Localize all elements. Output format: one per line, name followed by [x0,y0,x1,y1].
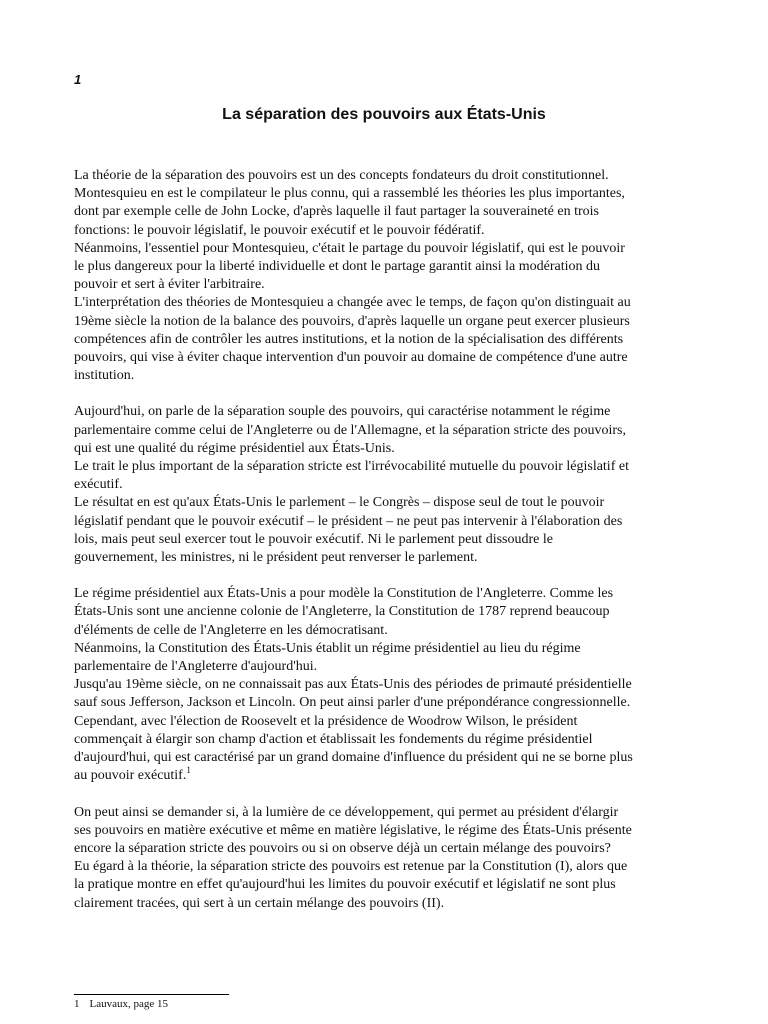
text-line: compétences afin de contrôler les autres institutions, et la notion de la spécialisation des différents [74,331,624,347]
text-line: La théorie de la séparation des pouvoirs est un des concepts fondateurs du droit constitutionnel. [74,168,609,183]
text-line: Aujourd'hui, on parle de la séparation souple des pouvoirs, qui caractérise notamment le régime [74,404,611,420]
text-line: législatif pendant que le pouvoir exécutif – le président – ne peut pas intervenir à l'élaboration des [74,513,623,529]
text-line: Jusqu'au 19ème siècle, on ne connaissait pas aux États-Unis des périodes de primauté présidentielle [74,677,632,693]
paragraph-4 [74,804,696,913]
text-line: Montesquieu en est le compilateur le plus connu, qui a rassemblé les théories les plus importantes, [74,186,625,202]
text-line: exécutif. [74,477,123,493]
text-line [74,767,696,785]
footnote-reference[interactable]: 1 [186,765,191,776]
text-line: lois, mais peut seul exercer tout le pouvoir exécutif. Ni le parlement peut dissoudre le [74,531,553,547]
text-line: Cependant, avec l'élection de Roosevelt et la présidence de Woodrow Wilson, le président [74,713,578,729]
text-line: sauf sous Jefferson, Jackson et Lincoln. On peut ainsi parler d'une prépondérance congressionnelle. [74,695,631,711]
page-title: La séparation des pouvoirs aux États-Unis [222,106,546,123]
text-line: parlementaire de l'Angleterre d'aujourd'hui. [74,659,318,675]
text-line: fonctions: le pouvoir législatif, le pouvoir exécutif et le pouvoir fédératif. [74,222,485,238]
text-line: d'aujourd'hui, qui est caractérisé par un grand domaine d'influence du président qui ne se borne plus [74,750,633,766]
text-line: Le régime présidentiel aux États-Unis a pour modèle la Constitution de l'Angleterre. Comme les [74,586,614,602]
text-line: ses pouvoirs en matière exécutive et même en matière législative, le régime des États-Unis présente [74,822,632,838]
text-line: institution. [74,368,135,384]
footnote [74,998,168,1010]
body-text [74,167,696,931]
text-line: pouvoir et sert à éviter l'arbitraire. [74,277,265,293]
text-line: Le trait le plus important de la séparation stricte est l'irrévocabilité mutuelle du pouvoir législatif et [74,459,629,475]
text-line: parlementaire comme celui de l'Angleterre ou de l'Allemagne, et la séparation stricte des pouvoirs, [74,422,627,438]
text-line: dont par exemple celle de John Locke, d'après laquelle il faut partager la souveraineté en trois [74,204,599,220]
text-line: la pratique montre en effet qu'aujourd'hui les limites du pouvoir exécutif et législatif ne sont plus [74,877,616,893]
text-line: d'éléments de celle de l'Angleterre en les démocratisant. [74,622,388,638]
text-line-content: au pouvoir exécutif. [74,768,187,784]
text-line: clairement tracées, qui sert à un certain mélange des pouvoirs (II). [74,895,445,911]
text-line: Le résultat en est qu'aux États-Unis le parlement – le Congrès – dispose seul de tout le pouvoir [74,495,605,511]
text-line: L'interprétation des théories de Montesquieu a changée avec le temps, de façon qu'on distinguait au [74,295,631,311]
text-line: On peut ainsi se demander si, à la lumière de ce développement, qui permet au président d'élargir [74,804,619,820]
page-number: 1 [74,72,82,87]
text-line: pouvoirs, qui vise à éviter chaque intervention d'un pouvoir au domaine de compétence d'une autre [74,350,628,366]
text-line: encore la séparation stricte des pouvoirs ou si on observe déjà un certain mélange des pouvoirs? [74,840,611,856]
footnote-divider [74,994,229,995]
footnote-text: Lauvaux, page 15 [89,998,168,1010]
text-line: qui est une qualité du régime présidentiel aux États-Unis. [74,440,395,456]
paragraph-1 [74,167,696,385]
text-line: 19ème siècle la notion de la balance des pouvoirs, d'après laquelle un organe peut exercer plusieurs [74,313,630,329]
paragraph-2 [74,403,696,567]
text-line: gouvernement, les ministres, ni le président peut renverser le parlement. [74,550,478,566]
text-line: commençait à élargir son champ d'action et établissait les fondements du régime présidentiel [74,731,593,747]
footnote-number: 1 [74,998,80,1010]
paragraph-3 [74,585,696,785]
text-line: le plus dangereux pour la liberté individuelle et dont le partage garantit ainsi la modération du [74,259,600,275]
text-line: Néanmoins, l'essentiel pour Montesquieu, c'était le partage du pouvoir législatif, qui est le pouvoir [74,240,625,256]
text-line: Eu égard à la théorie, la séparation stricte des pouvoirs est retenue par la Constitution (I), alors que [74,859,628,875]
text-line: États-Unis sont une ancienne colonie de l'Angleterre, la Constitution de 1787 reprend beaucoup [74,604,610,620]
text-line: Néanmoins, la Constitution des États-Unis établit un régime présidentiel au lieu du régime [74,640,581,656]
